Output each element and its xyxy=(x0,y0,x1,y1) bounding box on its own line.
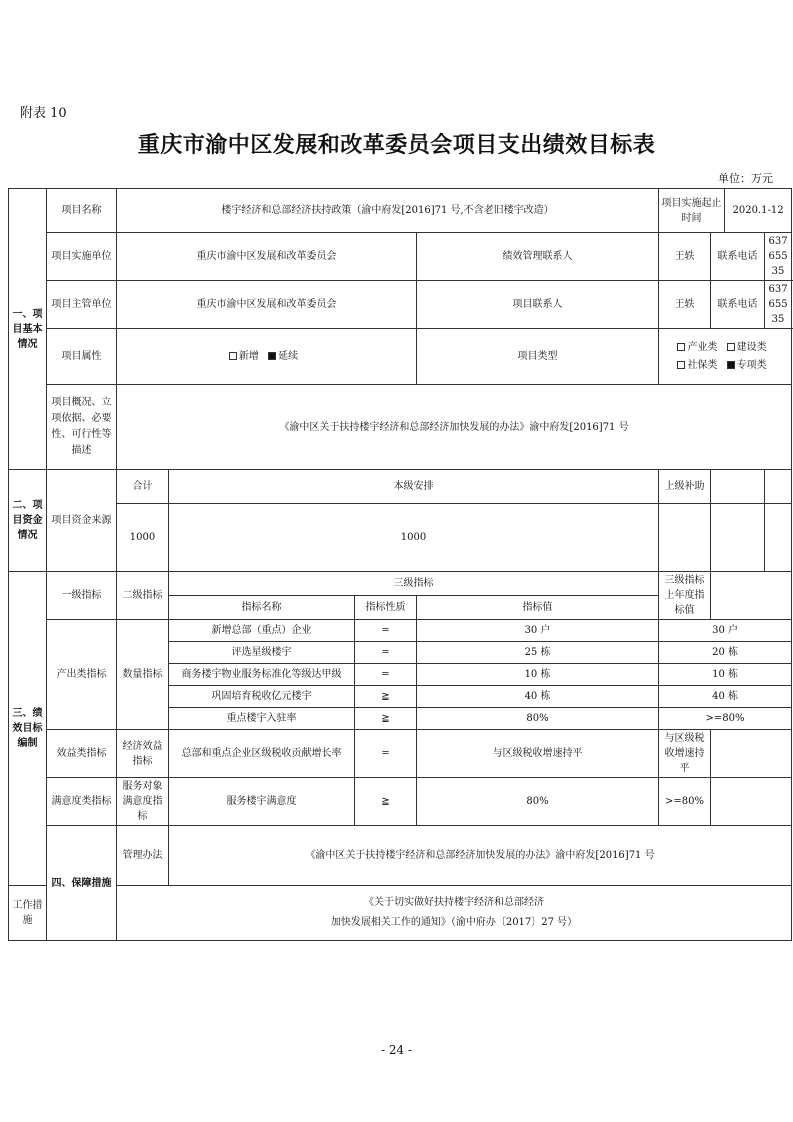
indicator-name: 服务楼宇满意度 xyxy=(169,778,355,826)
indicator-nature: = xyxy=(355,664,417,686)
superior-extra-2 xyxy=(765,470,792,504)
type-option-industry: 产业类 xyxy=(677,342,717,353)
section-targets: 三、绩效目标编制 xyxy=(9,572,47,886)
blank-cell xyxy=(711,572,792,620)
section-basic: 一、项目基本情况 xyxy=(9,189,47,470)
indicator-value: 25 栋 xyxy=(417,642,659,664)
impl-unit: 重庆市渝中区发展和改革委员会 xyxy=(117,233,417,281)
annex-label: 附表 10 xyxy=(20,106,67,121)
value-col-header: 指标值 xyxy=(417,596,659,620)
superior-value xyxy=(659,504,711,572)
work-line-2: 加快发展相关工作的通知》（渝中府办〔2017〕27 号） xyxy=(330,917,578,928)
level3-label: 三级指标 xyxy=(169,572,659,596)
total-label: 合计 xyxy=(117,470,169,504)
local-value: 1000 xyxy=(169,504,659,572)
page-title: 重庆市渝中区发展和改革委员会项目支出绩效目标表 xyxy=(137,132,656,158)
attr-label: 项目属性 xyxy=(47,329,117,385)
type-label: 项目类型 xyxy=(417,329,659,385)
indicator-nature: = xyxy=(355,730,417,778)
indicator-value: 80% xyxy=(417,778,659,826)
checkbox-icon xyxy=(677,361,685,369)
local-label: 本级安排 xyxy=(169,470,659,504)
perf-contact-label: 绩效管理联系人 xyxy=(417,233,659,281)
indicator-prev: 20 栋 xyxy=(659,642,792,664)
benefit-l2: 经济效益指标 xyxy=(117,730,169,778)
phone-label-2: 联系电话 xyxy=(711,281,765,329)
section-guarantee: 四、保障措施 xyxy=(47,826,117,941)
superior-label: 上级补助 xyxy=(659,470,711,504)
type-option-social: 社保类 xyxy=(677,360,717,371)
indicator-prev: 10 栋 xyxy=(659,664,792,686)
nature-col-header: 指标性质 xyxy=(355,596,417,620)
indicator-name: 商务楼宇物业服务标准化等级达甲级 xyxy=(169,664,355,686)
perf-contact: 王轶 xyxy=(659,233,711,281)
indicator-name: 评选星级楼宇 xyxy=(169,642,355,664)
work-line-1: 《关于切实做好扶持楼宇经济和总部经济 xyxy=(364,897,545,908)
indicator-name: 重点楼宇入驻率 xyxy=(169,708,355,730)
mgmt-unit-label: 项目主管单位 xyxy=(47,281,117,329)
indicator-nature: = xyxy=(355,620,417,642)
project-contact: 王轶 xyxy=(659,281,711,329)
mgmt-unit: 重庆市渝中区发展和改革委员会 xyxy=(117,281,417,329)
checkbox-icon xyxy=(229,352,237,360)
phone-2: 63765535 xyxy=(765,281,792,329)
indicator-prev: 40 栋 xyxy=(659,686,792,708)
indicator-name: 新增总部（重点）企业 xyxy=(169,620,355,642)
level1-label: 一级指标 xyxy=(47,572,117,620)
attr-options xyxy=(117,329,417,385)
overview: 《渝中区关于扶持楼宇经济和总部经济加快发展的办法》渝中府发[2016]71 号 xyxy=(117,385,792,470)
unit-label: 单位：万元 xyxy=(718,172,773,185)
attr-option-new: 新增 xyxy=(229,351,259,362)
output-l1: 产出类指标 xyxy=(47,620,117,730)
indicator-value: 30 户 xyxy=(417,620,659,642)
benefit-l1: 效益类指标 xyxy=(47,730,117,778)
total-value: 1000 xyxy=(117,504,169,572)
checkbox-icon xyxy=(727,343,735,351)
project-name: 楼宇经济和总部经济扶持政策（渝中府发[2016]71 号,不含老旧楼宇改造） xyxy=(117,189,659,233)
indicator-name: 巩固培育税收亿元楼宇 xyxy=(169,686,355,708)
indicator-value: 40 栋 xyxy=(417,686,659,708)
indicator-value: 80% xyxy=(417,708,659,730)
phone-label: 联系电话 xyxy=(711,233,765,281)
indicator-nature: ≧ xyxy=(355,778,417,826)
project-contact-label: 项目联系人 xyxy=(417,281,659,329)
satisfaction-l1: 满意度类指标 xyxy=(47,778,117,826)
level2-label: 二级指标 xyxy=(117,572,169,620)
indicator-prev: 30 户 xyxy=(659,620,792,642)
start-time: 2020.1-12 xyxy=(725,189,792,233)
attr-option-continue: 延续 xyxy=(268,351,298,362)
type-option-special: 专项类 xyxy=(727,360,767,371)
indicator-value: 10 栋 xyxy=(417,664,659,686)
indicator-prev: 与区级税收增速持平 xyxy=(659,730,711,778)
output-l2: 数量指标 xyxy=(117,620,169,730)
impl-unit-label: 项目实施单位 xyxy=(47,233,117,281)
indicator-nature: ≧ xyxy=(355,686,417,708)
checkbox-checked-icon xyxy=(727,361,735,369)
mgmt-text: 《渝中区关于扶持楼宇经济和总部经济加快发展的办法》渝中府发[2016]71 号 xyxy=(169,826,792,886)
blank-cell xyxy=(711,778,792,826)
satisfaction-l2: 服务对象满意度指标 xyxy=(117,778,169,826)
section-funding: 二、项目资金情况 xyxy=(9,470,47,572)
checkbox-icon xyxy=(677,343,685,351)
indicator-nature: ≧ xyxy=(355,708,417,730)
indicator-value: 与区级税收增速持平 xyxy=(417,730,659,778)
work-label: 工作措施 xyxy=(9,886,47,941)
project-name-label: 项目名称 xyxy=(47,189,117,233)
mgmt-label: 管理办法 xyxy=(117,826,169,886)
indicator-name: 总部和重点企业区级税收贡献增长率 xyxy=(169,730,355,778)
page-number: - 24 - xyxy=(380,1043,412,1057)
type-options xyxy=(659,329,792,385)
blank-cell xyxy=(711,730,792,778)
phone: 63765535 xyxy=(765,233,792,281)
type-option-construction: 建设类 xyxy=(727,342,767,353)
indicator-nature: = xyxy=(355,642,417,664)
work-text xyxy=(117,886,792,941)
indicator-prev: >=80% xyxy=(659,778,711,826)
superior-extra-value-1 xyxy=(711,504,765,572)
superior-extra-1 xyxy=(711,470,765,504)
indicator-prev: >=80% xyxy=(659,708,792,730)
start-time-label: 项目实施起止时间 xyxy=(659,189,725,233)
performance-table xyxy=(8,188,792,941)
prev-year-label: 三级指标上年度指标值 xyxy=(659,572,711,620)
name-col-header: 指标名称 xyxy=(169,596,355,620)
superior-extra-value-2 xyxy=(765,504,792,572)
checkbox-checked-icon xyxy=(268,352,276,360)
overview-label: 项目概况、立项依据、必要性、可行性等描述 xyxy=(47,385,117,470)
source-label: 项目资金来源 xyxy=(47,470,117,572)
